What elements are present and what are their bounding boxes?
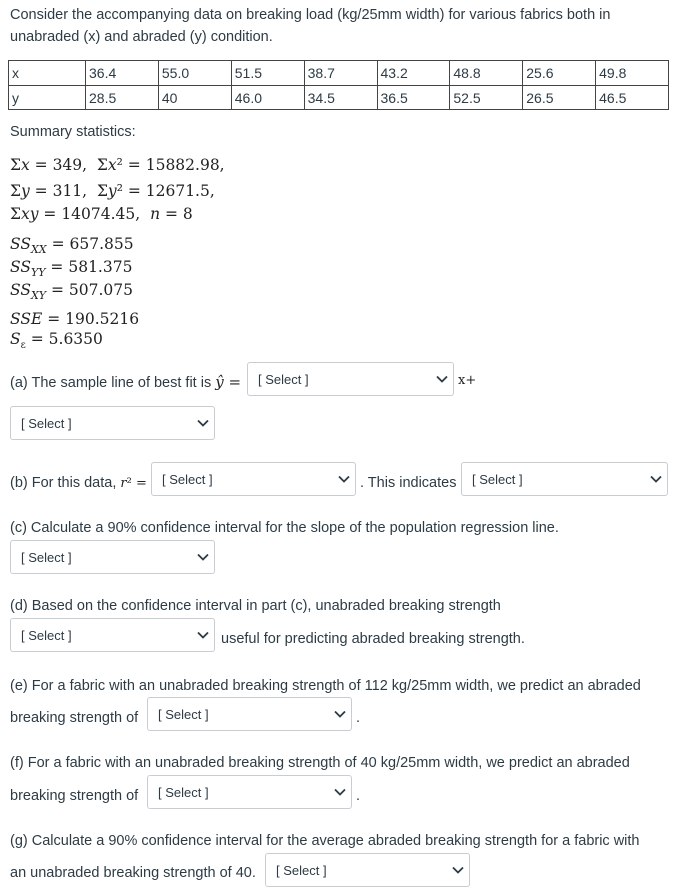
table-cell: 55.0: [158, 61, 231, 86]
math-sum-x-line: Σx = 349, Σx² = 15882.98,: [10, 156, 225, 174]
intro-line-2: unabraded (x) and abraded (y) condition.: [10, 29, 273, 45]
chevron-down-icon: [192, 541, 214, 573]
table-cell: 46.5: [596, 86, 669, 110]
table-cell: 34.5: [304, 86, 377, 110]
select-label: [ Select ]: [158, 706, 209, 722]
sum-y: 311,: [52, 182, 88, 200]
select-b-indicates[interactable]: [461, 462, 668, 496]
row-label-x: x: [9, 61, 86, 86]
question-g-line-2: an unabraded breaking strength of 40.: [10, 865, 256, 881]
select-b-r-squared[interactable]: [151, 462, 356, 496]
sse: 190.5216: [65, 310, 140, 328]
select-label: [ Select ]: [472, 471, 523, 487]
table-cell: 51.5: [231, 61, 304, 86]
table-cell: 49.8: [596, 61, 669, 86]
chevron-down-icon: [447, 854, 469, 886]
select-f-prediction[interactable]: [147, 775, 352, 809]
math-sum-y-line: Σy = 311, Σy² = 12671.5,: [10, 182, 215, 200]
intro-line-1: Consider the accompanying data on breaking load (kg/25mm width) for various fabrics both in: [10, 7, 611, 23]
select-g-mean-ci[interactable]: [265, 853, 470, 887]
chevron-down-icon: [192, 619, 214, 651]
math-sse-line: SSE = 190.5216: [10, 310, 140, 328]
select-c-slope-ci[interactable]: [10, 540, 215, 574]
math-ssxx-line: $SS_{XX} = 657.855$: [10, 235, 134, 257]
table-cell: 36.5: [377, 86, 450, 110]
select-a-slope[interactable]: [247, 362, 454, 396]
table-cell: 38.7: [304, 61, 377, 86]
math-se-line: $S_\varepsilon = 5.6350$: [10, 330, 103, 352]
sum-x2: 15882.98,: [145, 156, 225, 174]
select-a-intercept[interactable]: [10, 406, 215, 440]
table-cell: 28.5: [86, 86, 159, 110]
question-f-line-1: (f) For a fabric with an unabraded breaking strength of 40 kg/25mm width, we predict an abraded: [10, 755, 630, 771]
question-a-suffix: x+: [458, 373, 477, 388]
math-ssxy-line: $SS_{XY} = 507.075$: [10, 281, 134, 303]
table-cell: 26.5: [523, 86, 596, 110]
row-label-y: y: [9, 86, 86, 110]
question-d-suffix: useful for predicting abraded breaking strength.: [221, 631, 525, 647]
math-sum-xy-line: Σxy = 14074.45, n = 8: [10, 205, 193, 223]
ssxy: 507.075: [68, 281, 134, 299]
sum-x: 349,: [52, 156, 88, 174]
period: .: [356, 710, 361, 726]
table-cell: 52.5: [450, 86, 523, 110]
select-e-prediction[interactable]: [147, 697, 352, 731]
math-ssyy-line: $SS_{YY} = 581.375$: [10, 258, 133, 280]
chevron-down-icon: [329, 776, 351, 808]
question-b-text: (b) For this data, r² =: [10, 475, 147, 491]
question-b-prefix: (b) For this data,: [10, 475, 117, 491]
select-label: [ Select ]: [21, 549, 72, 565]
period: .: [356, 788, 361, 804]
ssxx: 657.855: [69, 235, 134, 253]
question-g-line-1: (g) Calculate a 90% confidence interval for the average abraded breaking strength for a fabric with: [10, 833, 640, 849]
table-cell: 43.2: [377, 61, 450, 86]
table-cell: 25.6: [523, 61, 596, 86]
chevron-down-icon: [192, 407, 214, 439]
sum-xy: 14074.45,: [61, 205, 141, 223]
select-label: [ Select ]: [276, 862, 327, 878]
table-cell: 48.8: [450, 61, 523, 86]
table-row-x: [9, 61, 669, 86]
select-label: [ Select ]: [158, 784, 209, 800]
chevron-down-icon: [329, 698, 351, 730]
table-cell: 46.0: [231, 86, 304, 110]
question-d-text: (d) Based on the confidence interval in part (c), unabraded breaking strength: [10, 598, 501, 614]
select-label: [ Select ]: [162, 471, 213, 487]
select-label: [ Select ]: [258, 371, 309, 387]
summary-heading: Summary statistics:: [10, 124, 136, 140]
chevron-down-icon: [645, 463, 667, 495]
table-cell: 40: [158, 86, 231, 110]
question-f-line-2: breaking strength of: [10, 788, 139, 804]
ssyy: 581.375: [68, 258, 133, 276]
select-label: [ Select ]: [21, 415, 72, 431]
question-a-text: (a) The sample line of best fit is ŷ =: [10, 373, 242, 391]
question-b-mid: . This indicates: [360, 475, 457, 491]
chevron-down-icon: [333, 463, 355, 495]
question-e-line-1: (e) For a fabric with an unabraded breaking strength of 112 kg/25mm width, we predict an abraded: [10, 678, 641, 694]
question-a-prefix: (a) The sample line of best fit is: [10, 375, 212, 391]
select-d-usefulness[interactable]: [10, 618, 215, 652]
select-label: [ Select ]: [21, 627, 72, 643]
se: 5.6350: [48, 330, 103, 348]
sum-y2: 12671.5,: [145, 182, 215, 200]
chevron-down-icon: [431, 363, 453, 395]
n-value: 8: [182, 205, 193, 223]
question-e-line-2: breaking strength of: [10, 710, 139, 726]
data-table: [8, 60, 669, 110]
table-cell: 36.4: [86, 61, 159, 86]
table-row-y: [9, 86, 669, 110]
question-c-text: (c) Calculate a 90% confidence interval for the slope of the population regression line.: [10, 520, 559, 536]
